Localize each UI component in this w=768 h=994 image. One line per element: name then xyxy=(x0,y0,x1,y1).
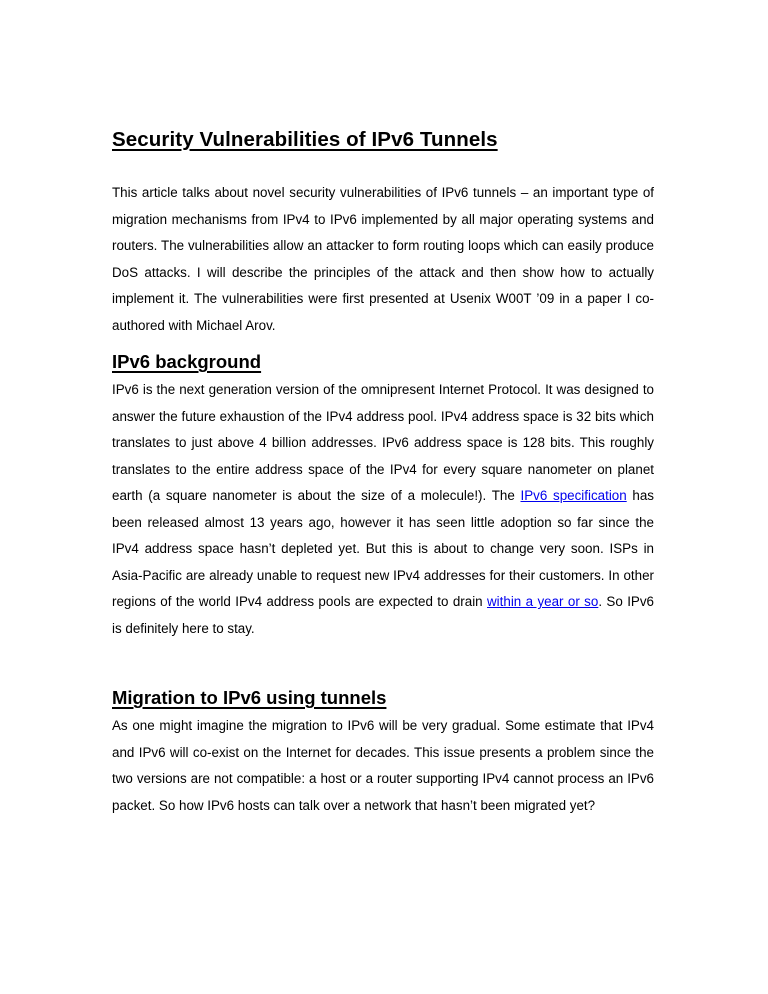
paragraph-text: IPv6 is the next generation version of the omnipresent Internet Protocol. It was designed to answer the future exhaustion of the IPv4 address pool. IPv4 address space is 32 bits which translates to just above 4 billion addresses. IPv6 address space is 128 bits. This roughly translates to the entire address space of the IPv4 for every square nanometer on planet earth (a square nanometer is about the size of a molecule!). The xyxy=(112,382,654,503)
paragraph-text: has been released almost 13 years ago, however it has seen little adoption so far since the IPv4 address space hasn’t depleted yet. But this is about to change very soon. ISPs in Asia-Pacific are already unable to request new IPv4 addresses for their customers. In other regions of the world IPv4 address pools are expected to drain xyxy=(112,488,655,609)
migration-paragraph: As one might imagine the migration to IPv6 will be very gradual. Some estimate that IPv4 and IPv6 will co-exist on the Internet for decades. This issue presents a problem since the two versions are not compatible: a host or a router supporting IPv4 cannot process an IPv6 packet. So how IPv6 hosts can talk over a network that hasn’t been migrated yet? xyxy=(112,718,654,813)
intro-paragraph: This article talks about novel security vulnerabilities of IPv6 tunnels – an important type of migration mechanisms from IPv4 to IPv6 implemented by all major operating systems and routers. The vulnerabilities allow an attacker to form routing loops which can easily produce DoS attacks. I will describe the principles of the attack and then show how to actually implement it. The vulnerabilities were first presented at Usenix W00T ’09 in a paper I co-authored with Michael Arov. xyxy=(112,185,654,333)
section-heading-ipv6-background: IPv6 background xyxy=(112,351,262,372)
ipv6-background-paragraph xyxy=(112,377,654,642)
within-a-year-link[interactable]: within a year or so xyxy=(487,594,599,609)
section-heading-migration: Migration to IPv6 using tunnels xyxy=(112,687,387,708)
ipv6-specification-link[interactable]: IPv6 specification xyxy=(520,488,627,503)
document-title: Security Vulnerabilities of IPv6 Tunnels xyxy=(112,128,498,151)
paragraph-text: . So IPv6 is definitely here to stay. xyxy=(112,594,654,636)
